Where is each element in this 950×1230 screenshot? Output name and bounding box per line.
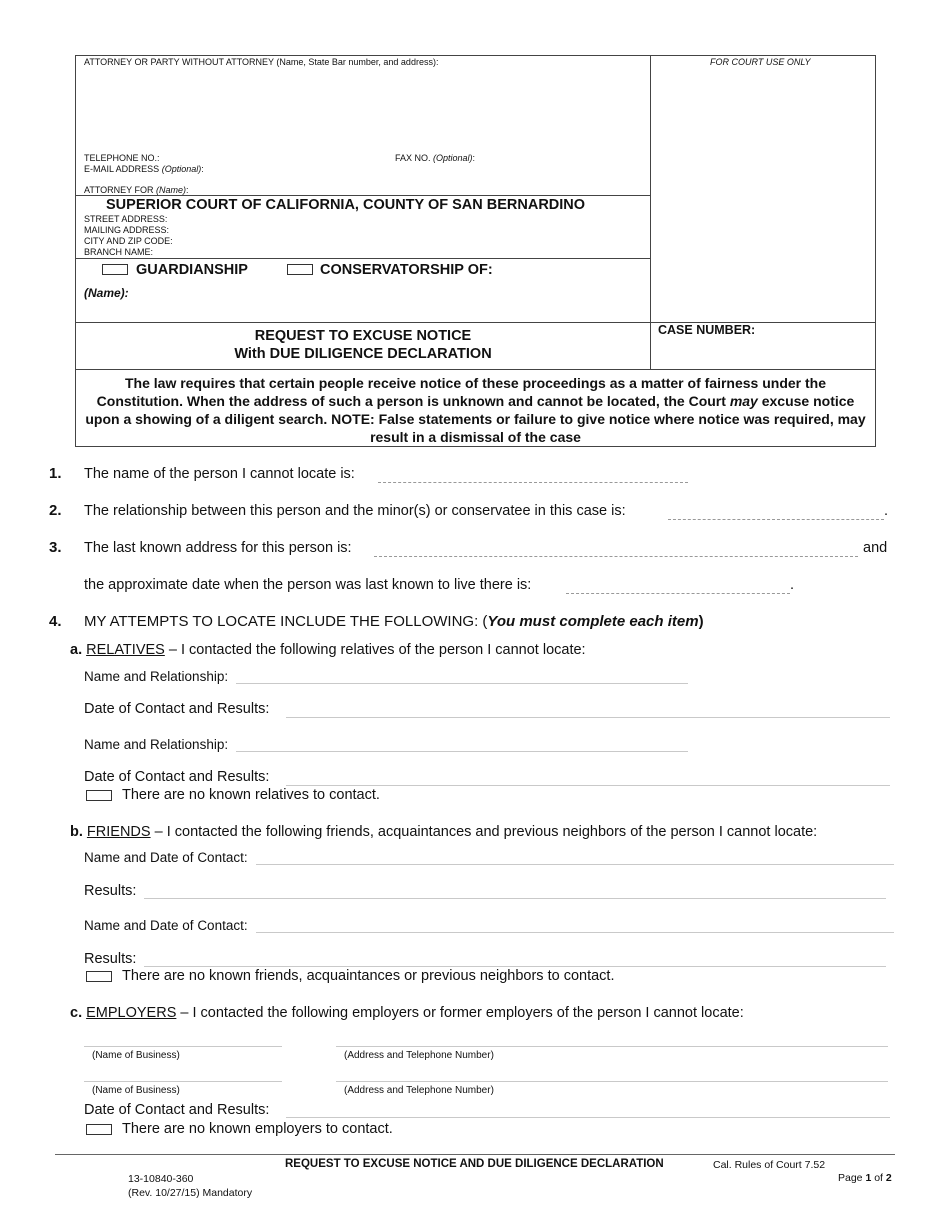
relative-date-label-2: Date of Contact and Results: bbox=[84, 769, 270, 785]
business-name-caption-2: (Name of Business) bbox=[92, 1085, 180, 1096]
attorney-for-prefix: ATTORNEY FOR bbox=[84, 185, 154, 195]
business-address-field-1[interactable] bbox=[336, 1046, 888, 1047]
form-title-line2: With DUE DILIGENCE DECLARATION bbox=[234, 346, 492, 362]
footer-page-prefix: Page bbox=[838, 1172, 866, 1184]
footer-title: REQUEST TO EXCUSE NOTICE AND DUE DILIGENCE DECLARATION bbox=[285, 1158, 664, 1170]
item-3-label: The last known address for this person is: bbox=[84, 540, 352, 556]
friend-results-label-1: Results: bbox=[84, 883, 137, 899]
item-number-2: 2. bbox=[49, 502, 62, 519]
relatives-title: RELATIVES bbox=[86, 642, 165, 658]
last-address-field[interactable] bbox=[374, 556, 858, 557]
rule-title bbox=[75, 322, 876, 323]
business-address-caption-1: (Address and Telephone Number) bbox=[344, 1050, 494, 1061]
friend-results-label-2: Results: bbox=[84, 951, 137, 967]
court-use-label: FOR COURT USE ONLY bbox=[710, 57, 811, 67]
case-number-label: CASE NUMBER: bbox=[658, 323, 756, 337]
item-4-heading bbox=[84, 613, 704, 630]
employer-date-field[interactable] bbox=[286, 1117, 890, 1118]
footer-rules: Cal. Rules of Court 7.52 bbox=[713, 1159, 826, 1171]
friend-name-label-1: Name and Date of Contact: bbox=[84, 850, 248, 865]
branch-label: BRANCH NAME: bbox=[84, 247, 154, 257]
no-relatives-checkbox[interactable] bbox=[86, 790, 112, 801]
footer-page bbox=[838, 1172, 892, 1184]
attorney-for-label: ATTORNEY FOR (Name): bbox=[84, 185, 189, 195]
name-label: (Name): bbox=[84, 286, 129, 300]
locate-name-field[interactable] bbox=[378, 482, 688, 483]
no-employers-label: There are no known employers to contact. bbox=[122, 1121, 393, 1137]
email-label: E-MAIL ADDRESS (Optional): bbox=[84, 164, 204, 174]
employers-desc: – I contacted the following employers or former employers of the person I cannot locate: bbox=[176, 1005, 744, 1021]
no-friends-checkbox[interactable] bbox=[86, 971, 112, 982]
notice-text bbox=[80, 374, 871, 446]
relatives-desc: – I contacted the following relatives of the person I cannot locate: bbox=[164, 642, 586, 658]
item-4-emphasis: You must complete each item bbox=[487, 613, 699, 630]
street-label: STREET ADDRESS: bbox=[84, 214, 168, 224]
employers-letter: c. bbox=[70, 1005, 83, 1021]
item-2-period: . bbox=[884, 503, 889, 519]
rule-notice bbox=[75, 369, 876, 370]
friend-name-field-2[interactable] bbox=[256, 932, 894, 933]
email-optional: (Optional) bbox=[161, 164, 202, 174]
item-number-3: 3. bbox=[49, 539, 62, 556]
fax-prefix: FAX NO. bbox=[395, 153, 431, 163]
footer-page-number: 1 bbox=[865, 1172, 872, 1184]
form-title-line1: REQUEST TO EXCUSE NOTICE bbox=[254, 328, 472, 344]
city-label: CITY AND ZIP CODE: bbox=[84, 236, 173, 246]
relative-date-field-1[interactable] bbox=[286, 717, 890, 718]
footer-revision: (Rev. 10/27/15) Mandatory bbox=[128, 1187, 253, 1199]
relative-name-label-1: Name and Relationship: bbox=[84, 669, 229, 684]
conservatorship-label: CONSERVATORSHIP OF: bbox=[320, 262, 493, 278]
friends-title: FRIENDS bbox=[86, 824, 151, 840]
item-3-and: and bbox=[863, 540, 888, 556]
mailing-label: MAILING ADDRESS: bbox=[84, 225, 170, 235]
item-number-4: 4. bbox=[49, 613, 62, 630]
fax-optional: (Optional) bbox=[433, 153, 473, 163]
guardianship-checkbox[interactable] bbox=[102, 264, 128, 275]
item-3b-label: the approximate date when the person was last known to live there is: bbox=[84, 577, 532, 593]
footer-page-of: of bbox=[871, 1172, 886, 1184]
employers-heading bbox=[70, 1005, 744, 1021]
attorney-label: ATTORNEY OR PARTY WITHOUT ATTORNEY (Name, State Bar number, and address): bbox=[84, 57, 439, 67]
relatives-heading bbox=[70, 642, 586, 658]
friends-letter: b. bbox=[70, 824, 83, 840]
fax-label: FAX NO. (Optional): bbox=[395, 153, 476, 163]
friend-name-field-1[interactable] bbox=[256, 864, 894, 865]
friend-results-field-2[interactable] bbox=[144, 966, 886, 967]
relative-name-field-2[interactable] bbox=[236, 751, 688, 752]
no-relatives-label: There are no known relatives to contact. bbox=[122, 787, 380, 803]
friend-results-field-1[interactable] bbox=[144, 898, 886, 899]
telephone-label: TELEPHONE NO.: bbox=[84, 153, 160, 163]
email-prefix: E-MAIL ADDRESS bbox=[84, 164, 160, 174]
relative-name-field-1[interactable] bbox=[236, 683, 688, 684]
relative-date-label-1: Date of Contact and Results: bbox=[84, 701, 270, 717]
business-address-caption-2: (Address and Telephone Number) bbox=[344, 1085, 494, 1096]
item-number-1: 1. bbox=[49, 465, 62, 482]
footer-rule bbox=[55, 1154, 895, 1155]
notice-part1: The law requires that certain people receive notice of these proceedings as a matter of fairness under the Constitution. When the address of such a person is unknown and cannot be located, the Court bbox=[96, 375, 826, 409]
business-name-caption-1: (Name of Business) bbox=[92, 1050, 180, 1061]
item-2-label: The relationship between this person and the minor(s) or conservatee in this case is: bbox=[84, 503, 626, 519]
no-friends-label: There are no known friends, acquaintances or previous neighbors to contact. bbox=[122, 968, 615, 984]
friends-heading bbox=[70, 824, 817, 840]
footer-page-total: 2 bbox=[885, 1172, 892, 1184]
relative-date-field-2[interactable] bbox=[286, 785, 890, 786]
footer-form-number: 13-10840-360 bbox=[128, 1173, 194, 1185]
friends-desc: – I contacted the following friends, acquaintances and previous neighbors of the person I cannot locate: bbox=[150, 824, 818, 840]
business-name-field-1[interactable] bbox=[84, 1046, 282, 1047]
guardianship-label: GUARDIANSHIP bbox=[136, 262, 248, 278]
court-name: SUPERIOR COURT OF CALIFORNIA, COUNTY OF SAN BERNARDINO bbox=[106, 197, 586, 213]
relatives-letter: a. bbox=[70, 642, 83, 658]
item-1-label: The name of the person I cannot locate is: bbox=[84, 466, 355, 482]
notice-may: may bbox=[729, 393, 758, 409]
rule-case-type bbox=[75, 258, 651, 259]
friend-name-label-2: Name and Date of Contact: bbox=[84, 918, 248, 933]
approx-date-field[interactable] bbox=[566, 593, 790, 594]
employers-title: EMPLOYERS bbox=[86, 1005, 177, 1021]
employer-date-label: Date of Contact and Results: bbox=[84, 1102, 270, 1118]
attorney-for-name: (Name) bbox=[156, 185, 187, 195]
relationship-field[interactable] bbox=[668, 519, 884, 520]
item-3b-period: . bbox=[790, 577, 795, 593]
notice-part2: excuse notice upon a showing of a diligent search. NOTE: False statements or failure to give notice where notice was required, may result in a dismissal of the case bbox=[85, 393, 866, 445]
relative-name-label-2: Name and Relationship: bbox=[84, 737, 229, 752]
business-address-field-2[interactable] bbox=[336, 1081, 888, 1082]
item-4-text: MY ATTEMPTS TO LOCATE INCLUDE THE FOLLOWING: ( bbox=[84, 613, 488, 630]
conservatorship-checkbox[interactable] bbox=[287, 264, 313, 275]
business-name-field-2[interactable] bbox=[84, 1081, 282, 1082]
no-employers-checkbox[interactable] bbox=[86, 1124, 112, 1135]
item-4-close: ) bbox=[698, 613, 704, 630]
